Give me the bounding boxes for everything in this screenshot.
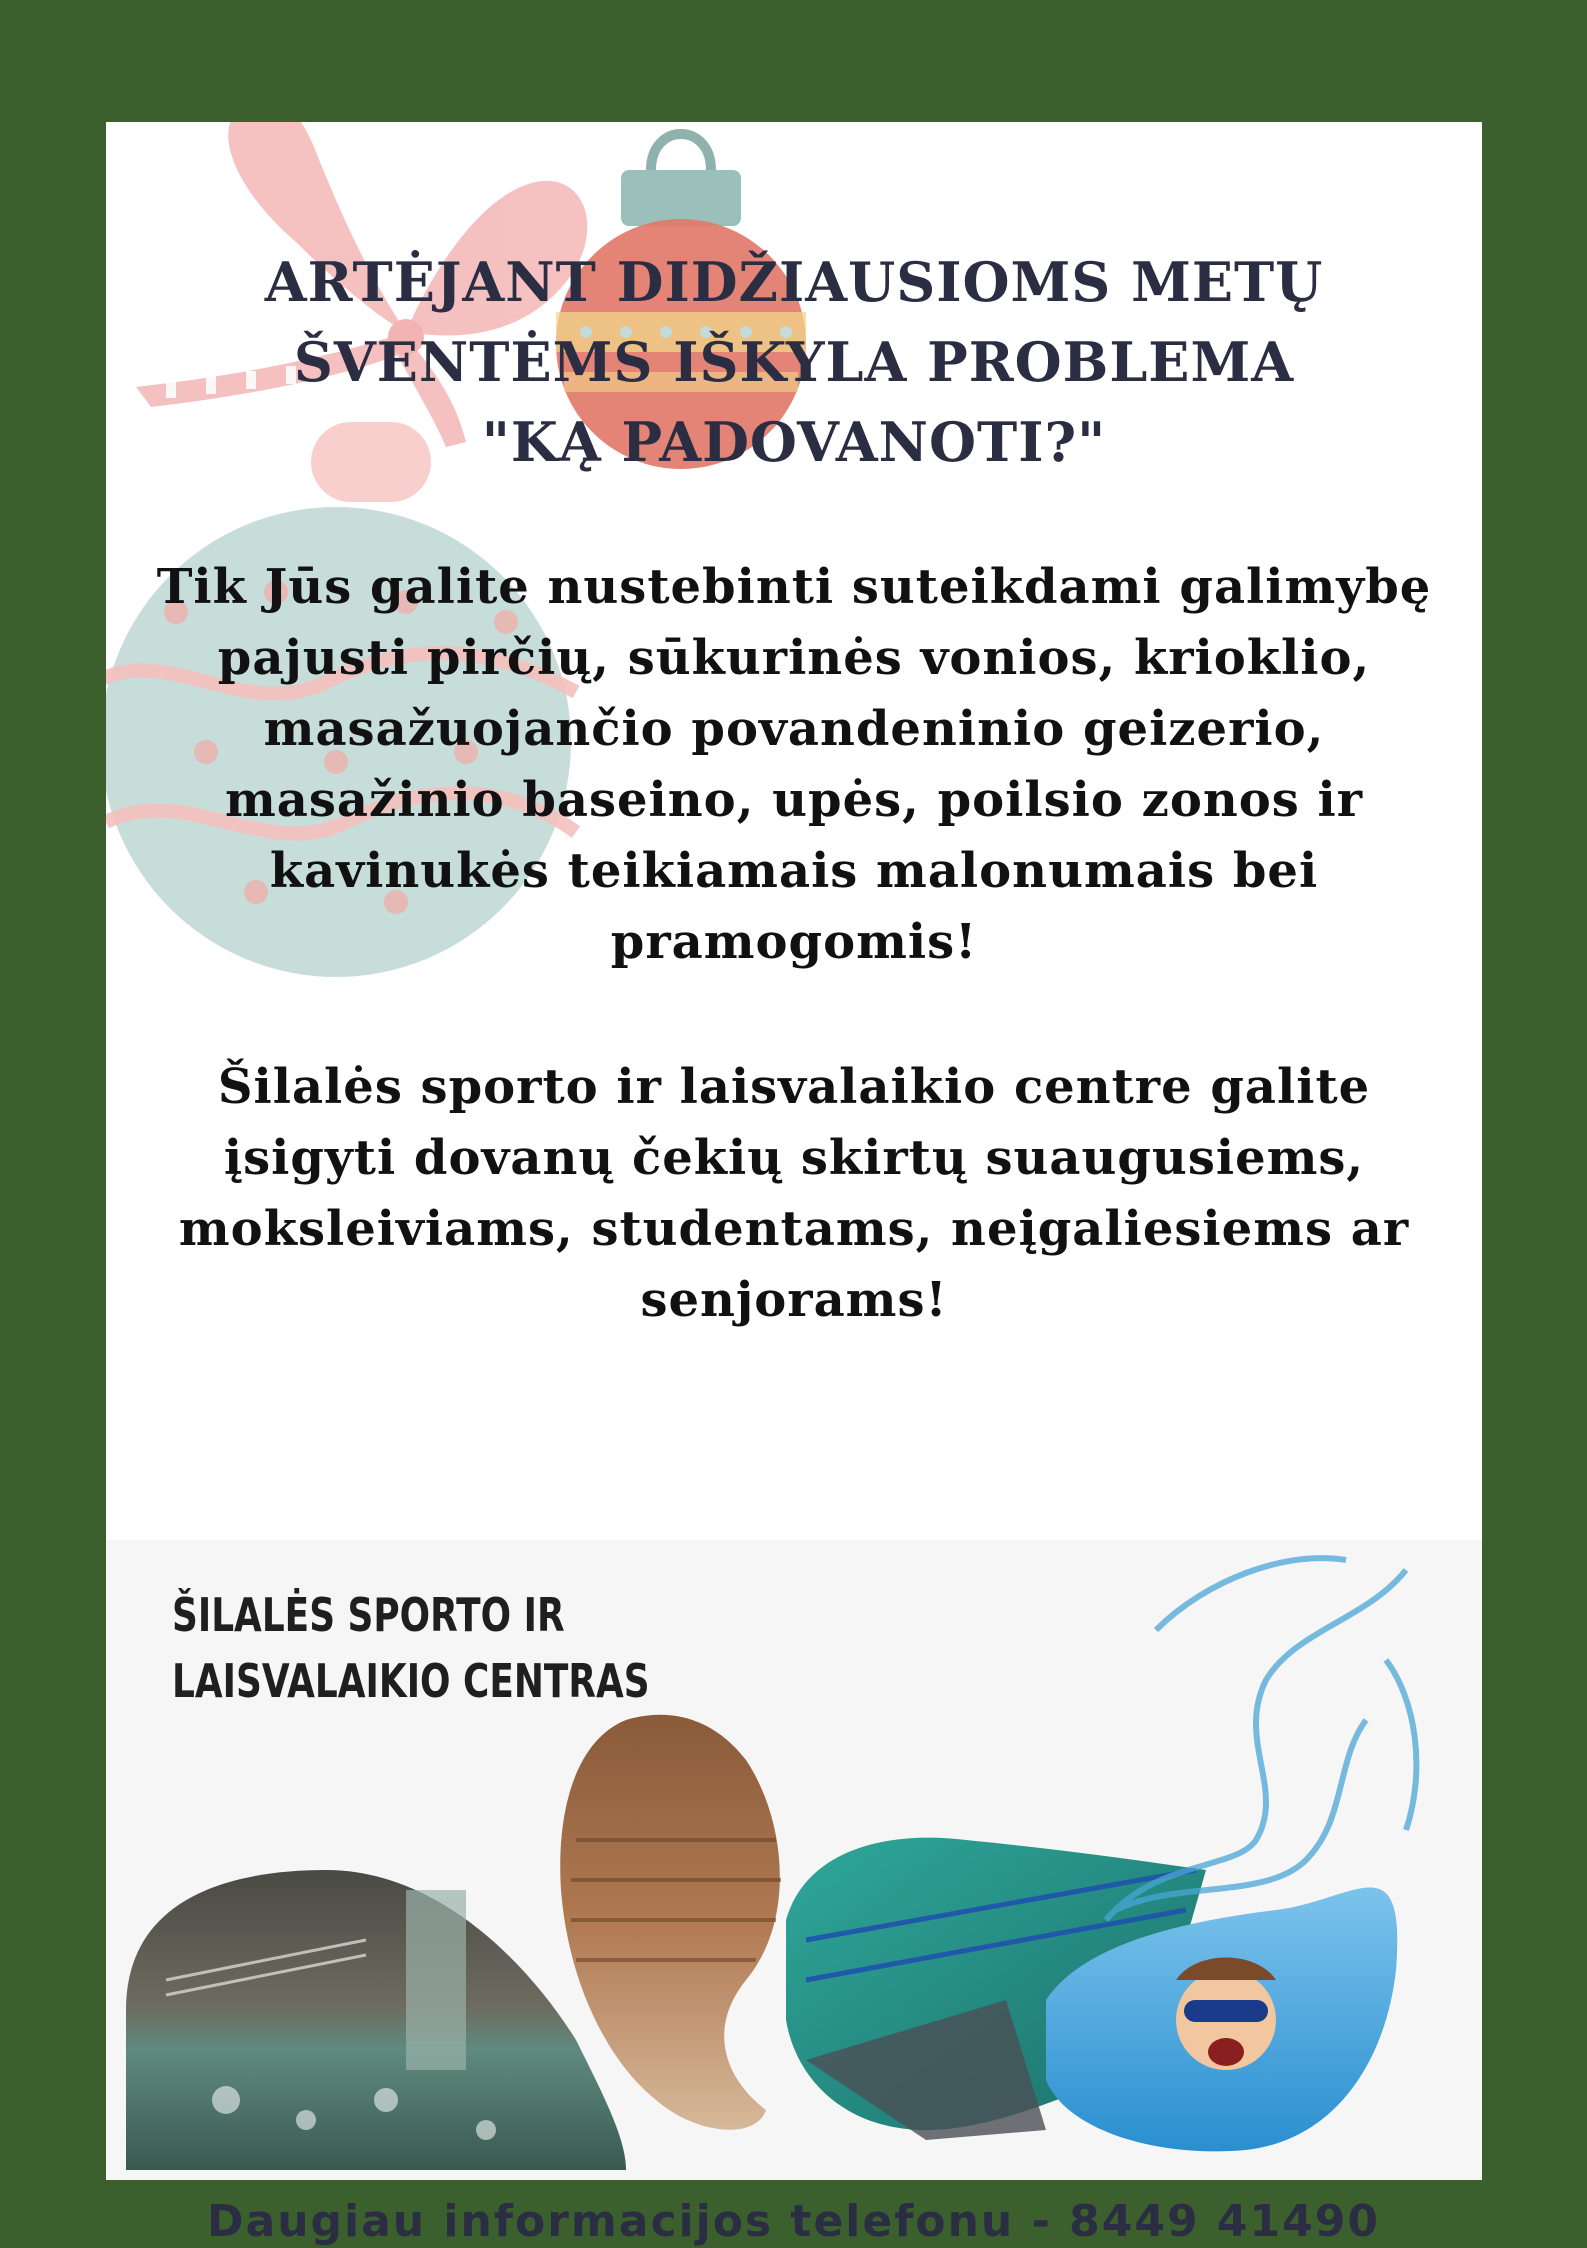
poster-card [106,122,1482,2180]
logo-line: LAISVALAIKIO CENTRAS [172,1654,650,1708]
offer-paragraph [146,552,1442,978]
centre-logo [172,1582,650,1714]
paragraph-line: Šilalės sporto ir laisvalaikio centre galite [217,1059,1371,1115]
headline-line: ARTĖJANT DIDŽIAUSIOMS METŲ [264,250,1324,314]
facility-banner [106,1540,1482,2180]
whirlpool-photo [126,1870,626,2170]
contact-footer: Daugiau informacijos telefonu - 8449 41490 [206,2196,1381,2247]
gift-voucher-paragraph [146,1052,1442,1336]
paragraph-line: pramogomis! [610,914,978,970]
logo-line: ŠILALĖS SPORTO IR [172,1588,565,1642]
paragraph-line: pajusti pirčių, sūkurinės vonios, krioklio, [217,630,1371,686]
paragraph-line: masažinio baseino, upės, poilsio zonos ir [224,772,1364,828]
paragraph-line: senjorams! [640,1272,948,1328]
headline-line: "KĄ PADOVANOTI?" [481,410,1107,474]
paragraph-line: Tik Jūs galite nustebinti suteikdami galimybę [156,559,1432,615]
paragraph-line: masažuojančio povandeninio geizerio, [263,701,1325,757]
sauna-photo [560,1715,781,2130]
headline [106,242,1482,482]
paragraph-line: moksleiviams, studentams, neįgaliesiems ar [178,1201,1410,1257]
paragraph-line: įsigyti dovanų čekių skirtų suaugusiems, [223,1130,1365,1186]
paragraph-line: kavinukės teikiamais malonumais bei [269,843,1319,899]
headline-line: ŠVENTĖMS IŠKYLA PROBLEMA [293,330,1295,394]
